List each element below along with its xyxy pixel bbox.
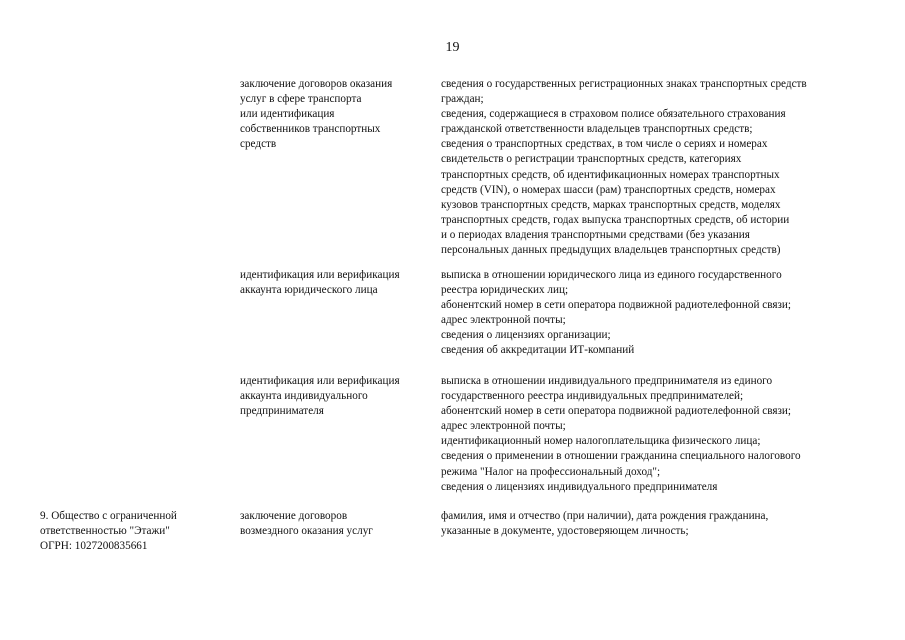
- data-line: режима "Налог на профессиональный доход";: [441, 465, 661, 478]
- purpose-line: идентификация или верификация: [240, 269, 400, 281]
- purpose-line: аккаунта индивидуального: [240, 390, 368, 403]
- data-line: государственного реестра индивидуальных предпринимателей;: [441, 390, 744, 403]
- organization-cell: [40, 509, 230, 554]
- data-line: выписка в отношении юридического лица из единого государственного: [441, 269, 782, 281]
- data-line: сведения о транспортных средствах, в том числе о сериях и номерах: [441, 138, 768, 151]
- purpose-line: возмездного оказания услуг: [240, 525, 373, 538]
- data-line: граждан;: [441, 93, 484, 106]
- purpose-cell: [240, 268, 430, 298]
- data-cell: [441, 77, 881, 258]
- organization-line: ОГРН: 1027200835661: [40, 540, 148, 553]
- purpose-line: аккаунта юридического лица: [240, 284, 378, 297]
- data-line: указанные в документе, удостоверяющем личность;: [441, 525, 689, 538]
- purpose-cell: [240, 374, 430, 419]
- data-cell: [441, 509, 881, 539]
- data-line: гражданской ответственности владельцев транспортных средств;: [441, 123, 753, 136]
- organization-line: ответственностью "Этажи": [40, 525, 170, 538]
- data-line: идентификационный номер налогоплательщика физического лица;: [441, 435, 761, 448]
- purpose-line: средств: [240, 138, 277, 151]
- data-line: и о периодах владения транспортными средствами (без указания: [441, 228, 750, 241]
- data-line: адрес электронной почты;: [441, 420, 566, 433]
- data-cell: [441, 268, 881, 359]
- organization-line: 9. Общество с ограниченной: [40, 510, 177, 522]
- purpose-line: заключение договоров оказания: [240, 78, 393, 90]
- purpose-cell: [240, 509, 430, 539]
- purpose-line: собственников транспортных: [240, 123, 381, 136]
- data-line: выписка в отношении индивидуального предпринимателя из единого: [441, 375, 773, 387]
- purpose-line: или идентификация: [240, 108, 335, 121]
- data-line: транспортных средств, об идентификационных номерах транспортных: [441, 168, 780, 181]
- data-line: свидетельств о регистрации транспортных средств, категориях: [441, 153, 742, 166]
- data-line: средств (VIN), о номерах шасси (рам) транспортных средств, номерах: [441, 183, 776, 196]
- data-line: транспортных средств, годах выпуска транспортных средств, об истории: [441, 213, 790, 226]
- data-line: абонентский номер в сети оператора подвижной радиотелефонной связи;: [441, 405, 792, 418]
- purpose-cell: [240, 77, 430, 152]
- page-number: 19: [445, 40, 460, 55]
- data-line: сведения об аккредитации ИТ-компаний: [441, 344, 635, 357]
- data-line: сведения о государственных регистрационных знаках транспортных средств: [441, 78, 807, 90]
- data-line: фамилия, имя и отчество (при наличии), дата рождения гражданина,: [441, 510, 769, 522]
- data-line: кузовов транспортных средств, марках транспортных средств, моделях: [441, 198, 781, 211]
- data-line: сведения о лицензиях организации;: [441, 329, 611, 342]
- data-line: сведения о лицензиях индивидуального предпринимателя: [441, 480, 718, 493]
- purpose-line: идентификация или верификация: [240, 375, 400, 387]
- data-line: персональных данных предыдущих владельцев транспортных средств): [441, 244, 781, 257]
- data-line: абонентский номер в сети оператора подвижной радиотелефонной связи;: [441, 299, 792, 312]
- data-line: реестра юридических лиц;: [441, 284, 569, 297]
- data-cell: [441, 374, 881, 495]
- data-line: сведения, содержащиеся в страховом полисе обязательного страхования: [441, 108, 786, 121]
- purpose-line: заключение договоров: [240, 510, 348, 522]
- data-line: адрес электронной почты;: [441, 314, 566, 327]
- purpose-line: услуг в сфере транспорта: [240, 93, 362, 106]
- data-line: сведения о применении в отношении гражданина специального налогового: [441, 450, 801, 463]
- purpose-line: предпринимателя: [240, 405, 324, 418]
